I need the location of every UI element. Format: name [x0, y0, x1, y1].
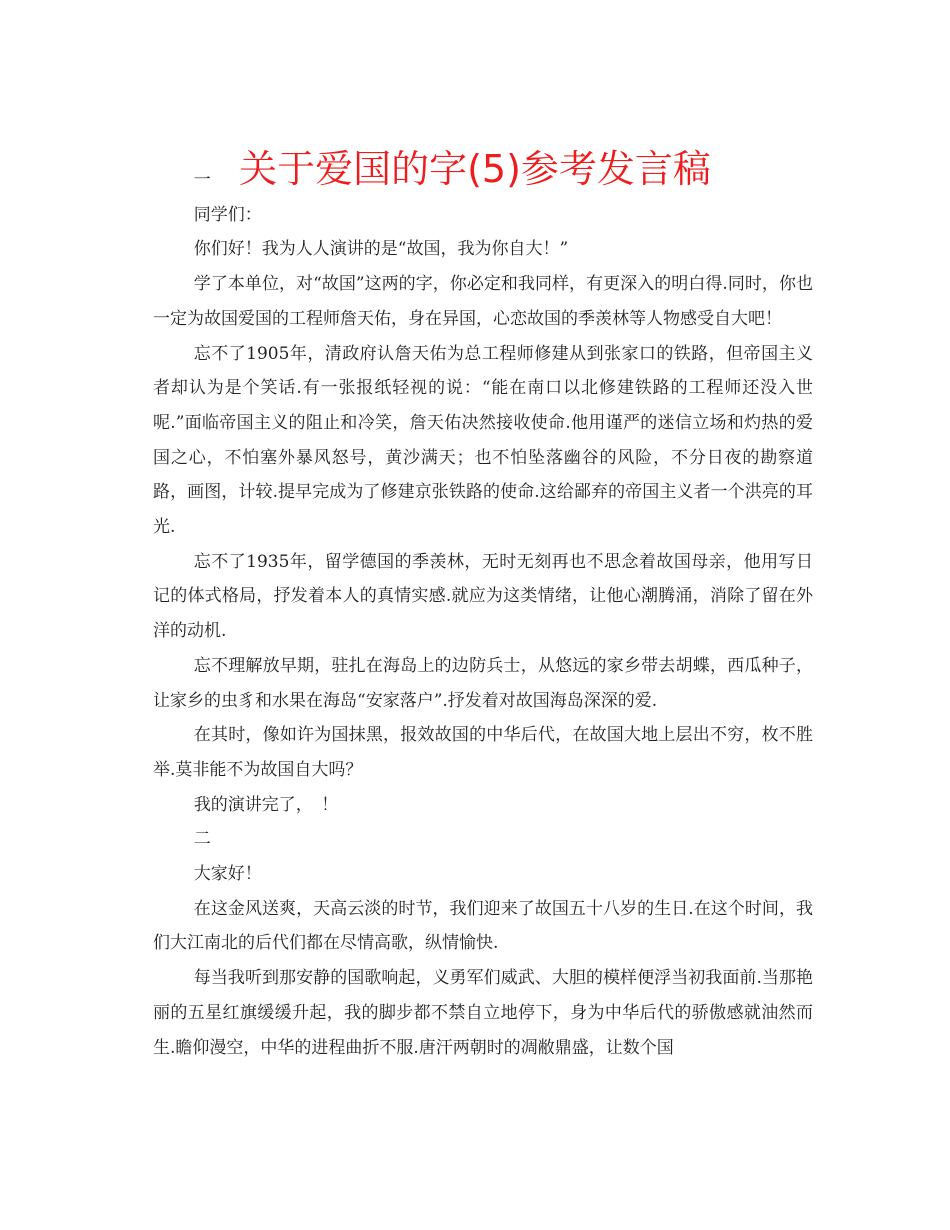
- paragraph: 在其时，像如许为国抹黑，报效故国的中华后代，在故国大地上层出不穷，枚不胜举.莫非能不为故国自大吗？: [153, 725, 813, 780]
- paragraph: 忘不了1935年，留学德国的季羡林，无时无刻再也不思念着故国母亲，他用写日记的体式格局，抒发着本人的真情实感.就应为这类情绪，让他心潮腾涌，消除了留在外洋的动机.: [153, 551, 813, 642]
- paragraph: 忘不了1905年，清政府认詹天佑为总工程师修建从到张家口的铁路，但帝国主义者却认为是个笑话.有一张报纸轻视的说：“能在南口以北修建铁路的工程师还没入世呢.”面临帝国主义的阻止和冷笑，詹天佑决然接收使命.他用谨严的迷信立场和灼热的爱国之心，不怕塞外暴风怒号，黄沙满天；也不怕坠落幽谷的风险，不分日夜的勘察道路，画图，计较.提早完成为了修建京张铁路的使命.这给鄙弃的帝国主义者一个洪亮的耳光.: [153, 343, 813, 538]
- paragraph: 大家好！: [193, 864, 262, 885]
- paragraph: 学了本单位，对“故国”这两的字，你必定和我同样，有更深入的明白得.同时，你也一定为故国爱国的工程师詹天佑，身在异国，心恋故国的季羡林等人物感受自大吧！: [153, 274, 813, 329]
- paragraph: 同学们：: [193, 204, 262, 225]
- section-number: 二: [193, 829, 211, 850]
- paragraph: 你们好！我为人人演讲的是“故国，我为你自大！”: [193, 239, 569, 260]
- paragraph: 在这金风送爽，天高云淡的时节，我们迎来了故国五十八岁的生日.在这个时间，我们大江南北的后代们都在尽情高歌，纵情愉快.: [153, 898, 813, 954]
- paragraph: 忘不理解放早期，驻扎在海岛上的边防兵士，从悠远的家乡带去胡蝶，西瓜种子，让家乡的虫豸和水果在海岛“安家落户”.抒发着对故国海岛深深的爱.: [153, 655, 813, 711]
- section-number: 一: [193, 170, 211, 190]
- document-body: [153, 163, 813, 1065]
- paragraph: 每当我听到那安静的国歌响起，义勇军们威武、大胆的模样便浮当初我面前.当那艳丽的五星红旗缓缓升起，我的脚步都不禁自立地停下，身为中华后代的骄傲感就油然而生.瞻仰漫空，中华的进程曲折不服.唐汗两朝时的凋敝鼎盛，让数个国: [153, 968, 813, 1058]
- paragraph: 我的演讲完了， ！: [193, 794, 339, 815]
- document-title: 关于爱国的字(5)参考发言稿: [239, 147, 711, 192]
